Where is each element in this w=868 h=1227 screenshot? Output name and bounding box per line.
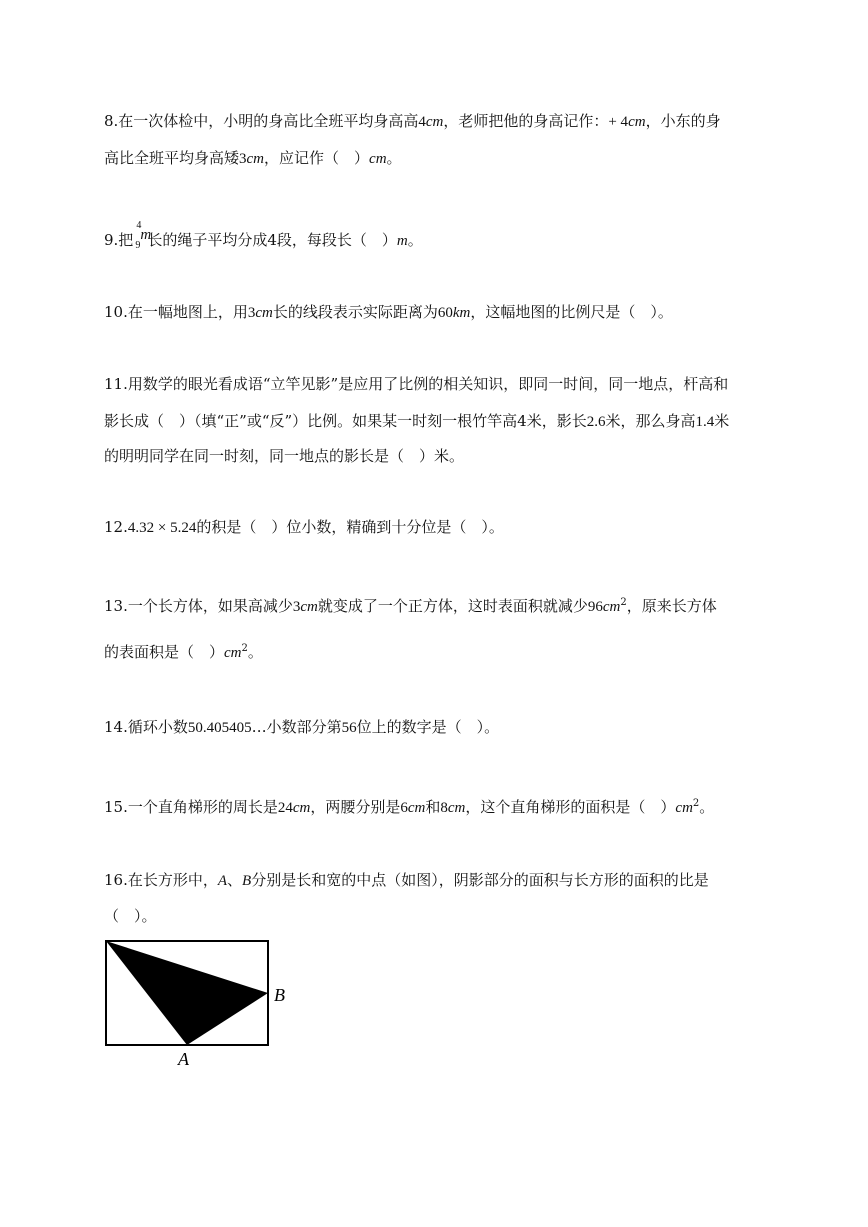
q15-text: 和 bbox=[425, 798, 441, 816]
q9-text: 9.把 bbox=[104, 231, 134, 249]
q13-text: 就变成了一个正方体，这时表面积就减少 bbox=[317, 597, 588, 615]
q9-text: 。 bbox=[407, 231, 423, 249]
q10-line bbox=[104, 302, 673, 323]
q15-text: 15.一个直角梯形的周长是 bbox=[104, 798, 278, 816]
unit-cm: cm bbox=[407, 800, 426, 816]
q13-text: 的表面积是（ ） bbox=[104, 643, 225, 661]
unit-km: km bbox=[452, 305, 471, 321]
q8-value: 4 bbox=[418, 114, 426, 130]
q9-fraction bbox=[133, 220, 152, 251]
q11-value: 2.6 bbox=[586, 414, 606, 430]
q11-text: 的明明同学在同一时刻，同一地点的影长是（ ）米。 bbox=[104, 447, 465, 465]
q10-value: 3 bbox=[247, 305, 256, 321]
q10-value: 60 bbox=[437, 305, 453, 321]
fraction-denominator: 9 bbox=[135, 240, 141, 251]
q16-line-1 bbox=[104, 870, 709, 891]
q10-text: 10.在一幅地图上，用 bbox=[104, 303, 248, 321]
q16-line-2 bbox=[104, 906, 157, 926]
q16-text: 16.在长方形中， bbox=[104, 871, 218, 889]
unit-m: m bbox=[140, 227, 152, 243]
q13-value: 3 bbox=[292, 599, 301, 615]
q11-text: 影长成（ ）（填“正”或“反”）比例。如果某一时刻一根竹竿高4米，影长 bbox=[104, 412, 587, 430]
unit-cm: cm bbox=[224, 645, 242, 661]
q8-text: ，小东的身 bbox=[645, 112, 721, 130]
q9-text: 长的绳子平均分成4段，每段长（ ） bbox=[147, 231, 397, 249]
q8-text: 高比全班平均身高矮 bbox=[104, 149, 240, 167]
q15-text: ，这个直角梯形的面积是（ ） bbox=[465, 798, 676, 816]
q11-text: 米，那么身高 bbox=[605, 412, 696, 430]
q12-text: 的积是（ ）位小数，精确到十分位是（ ）。 bbox=[196, 518, 504, 536]
q8-text: 。 bbox=[386, 149, 402, 167]
unit-exponent: 2 bbox=[241, 643, 248, 654]
unit-cm: cm bbox=[300, 599, 318, 615]
q11-text: 米 bbox=[714, 412, 730, 430]
q15-value: 24 bbox=[277, 800, 293, 816]
q11-line-3 bbox=[104, 446, 464, 466]
q11-line-1 bbox=[104, 374, 728, 394]
q14-text: …小数部分第 bbox=[251, 718, 342, 736]
point-a-label: A bbox=[217, 873, 228, 889]
q8-line-2 bbox=[104, 148, 402, 169]
unit-cm: cm bbox=[369, 151, 387, 167]
unit-cm: cm bbox=[255, 305, 273, 321]
q13-line-2 bbox=[104, 642, 263, 663]
q8-text: ，老师把他的身高记作： bbox=[443, 112, 609, 130]
q8-text: 8.在一次体检中，小明的身高比全班平均身高高 bbox=[104, 112, 419, 130]
q11-line-2 bbox=[104, 411, 729, 432]
q12-line bbox=[104, 517, 504, 538]
unit-cm: cm bbox=[628, 114, 646, 130]
q16-answer-blank: （ ）。 bbox=[104, 907, 157, 925]
q15-line bbox=[104, 797, 714, 818]
q10-text: 长的线段表示实际距离为 bbox=[272, 303, 438, 321]
q8-value: 3 bbox=[239, 151, 247, 167]
q12-expression: 4.32 × 5.24 bbox=[127, 520, 197, 536]
q14-value: 56 bbox=[341, 720, 357, 736]
q11-text: 11.用数学的眼光看成语“立竿见影”是应用了比例的相关知识，即同一时间，同一地点，杆高和 bbox=[104, 375, 729, 393]
unit-cm: cm bbox=[675, 800, 693, 816]
q10-text: ，这幅地图的比例尺是（ ）。 bbox=[470, 303, 673, 321]
q16-text: 分别是长和宽的中点（如图），阴影部分的面积与长方形的面积的比是 bbox=[251, 871, 709, 889]
q14-line bbox=[104, 717, 499, 738]
q14-text: 位上的数字是（ ）。 bbox=[356, 718, 500, 736]
q13-text: ，原来长方体 bbox=[626, 597, 717, 615]
fraction-numerator: 4 bbox=[136, 220, 142, 231]
q8-record-value: + 4 bbox=[608, 114, 629, 130]
q8-line-1 bbox=[104, 111, 721, 132]
q16-text: 、 bbox=[227, 871, 243, 889]
q14-decimal: 50.405405 bbox=[187, 720, 252, 736]
unit-cm: cm bbox=[425, 114, 444, 130]
rectangle-figure bbox=[100, 935, 300, 1070]
q9-line bbox=[104, 220, 423, 251]
q13-value: 96 bbox=[587, 599, 603, 615]
q15-value: 6 bbox=[400, 800, 408, 816]
q15-text: ，两腰分别是 bbox=[310, 798, 401, 816]
point-b-label: B bbox=[242, 873, 252, 889]
q13-line-1 bbox=[104, 596, 717, 617]
unit-cm: cm bbox=[246, 151, 265, 167]
figure-label-b: B bbox=[274, 985, 285, 1005]
q12-text: 12. bbox=[104, 518, 128, 536]
q14-text: 14.循环小数 bbox=[104, 718, 188, 736]
q8-answer-blank: ，应记作（ ） bbox=[264, 149, 370, 167]
unit-exponent: 2 bbox=[620, 597, 627, 608]
q13-text: 13.一个长方体，如果高减少 bbox=[104, 597, 293, 615]
q13-text: 。 bbox=[247, 643, 263, 661]
q15-text: 。 bbox=[699, 798, 715, 816]
unit-cm: cm bbox=[602, 599, 621, 615]
unit-cm: cm bbox=[447, 800, 466, 816]
unit-m: m bbox=[396, 233, 408, 249]
figure-label-a: A bbox=[178, 1049, 189, 1069]
q15-value: 8 bbox=[440, 800, 448, 816]
unit-exponent: 2 bbox=[692, 798, 700, 809]
unit-cm: cm bbox=[292, 800, 311, 816]
q11-value: 1.4 bbox=[695, 414, 715, 430]
